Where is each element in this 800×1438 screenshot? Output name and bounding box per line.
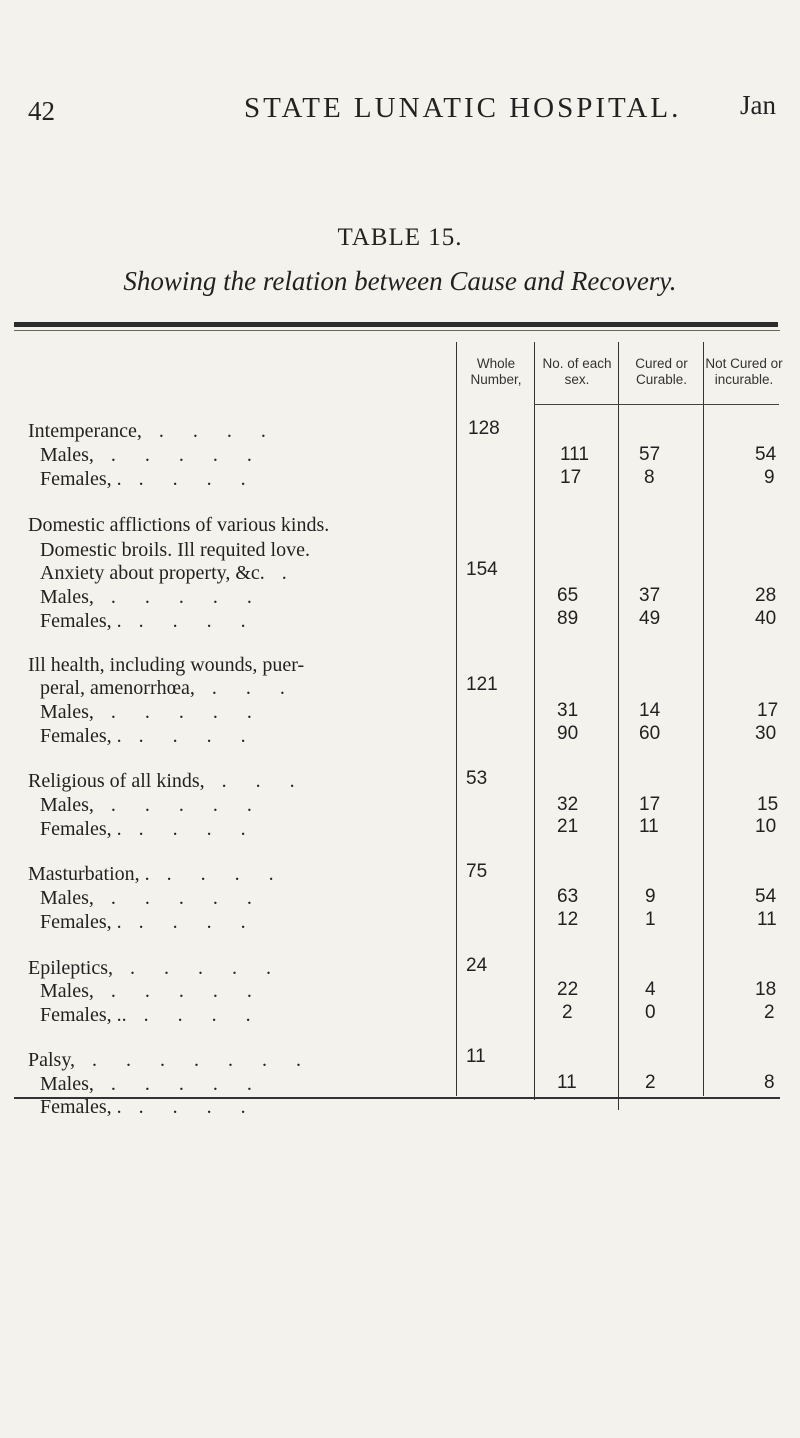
header-underline [703, 404, 779, 405]
column-divider [456, 342, 457, 1096]
males-label: Males, . . . . . [40, 794, 264, 816]
females-label: Females, . . . . . [40, 818, 258, 840]
males-not-cured: 15 [757, 794, 779, 815]
col-header-line: Number, [470, 372, 522, 387]
males-count: 65 [557, 585, 579, 606]
top-rule-thick [14, 322, 778, 327]
males-cured: 14 [639, 700, 661, 721]
females-cured: 49 [639, 608, 661, 629]
cause-label: Domestic afflictions of various kinds. [28, 514, 330, 536]
total-cell: 11 [466, 1046, 486, 1067]
females-not-cured: 40 [755, 608, 777, 629]
females-cured: 1 [645, 909, 656, 930]
cause-label: Ill health, including wounds, puer- [28, 654, 305, 676]
males-not-cured: 54 [755, 886, 777, 907]
total-cell: 24 [466, 955, 488, 976]
males-not-cured: 8 [764, 1072, 775, 1093]
column-divider [618, 342, 619, 1110]
females-count: 2 [562, 1002, 573, 1023]
col-header-line: No. of each [542, 356, 612, 371]
males-cured: 2 [645, 1072, 656, 1093]
males-count: 22 [557, 979, 579, 1000]
males-cured: 4 [645, 979, 656, 1000]
females-not-cured: 11 [757, 909, 777, 930]
males-count: 32 [557, 794, 579, 815]
cause-label: Epileptics, . . . . . [28, 957, 283, 979]
males-not-cured: 18 [755, 979, 777, 1000]
top-rule-thin [14, 330, 780, 331]
females-not-cured: 2 [764, 1002, 775, 1023]
cause-label-continued: Domestic broils. Ill requited love. [40, 539, 310, 561]
females-not-cured: 30 [755, 723, 777, 744]
males-count: 111 [560, 444, 589, 465]
header-underline [534, 404, 618, 405]
cause-label: Intemperance, . . . . [28, 420, 278, 442]
males-count: 63 [557, 886, 579, 907]
col-header-line: Cured or [635, 356, 688, 371]
males-label: Males, . . . . . [40, 586, 264, 608]
females-count: 90 [557, 723, 579, 744]
cause-label: Religious of all kinds, . . . [28, 770, 307, 792]
males-cured: 37 [639, 585, 661, 606]
column-divider [703, 342, 704, 1096]
females-count: 12 [557, 909, 579, 930]
col-header-line: Not Cured or [705, 356, 783, 371]
header-underline [618, 404, 703, 405]
col-header-line: Whole [476, 356, 516, 371]
males-not-cured: 28 [755, 585, 777, 606]
females-label: Females, . . . . . [40, 1096, 258, 1118]
males-label: Males, . . . . . [40, 701, 264, 723]
total-cell: 154 [466, 559, 498, 580]
col-header-line: Curable. [635, 372, 688, 387]
females-not-cured: 10 [755, 816, 777, 837]
males-count: 11 [557, 1072, 577, 1093]
males-not-cured: 17 [757, 700, 779, 721]
total-cell: 53 [466, 768, 488, 789]
females-count: 21 [557, 816, 579, 837]
total-cell: 75 [466, 861, 488, 882]
cause-label: Palsy, . . . . . . . [28, 1049, 314, 1071]
cause-label-continued: Anxiety about property, &c. . [40, 562, 299, 584]
table-title: TABLE 15. [337, 224, 463, 251]
col-header-whole-number [458, 356, 534, 388]
females-count: 89 [557, 608, 579, 629]
males-label: Males, . . . . . [40, 444, 264, 466]
males-label: Males, . . . . . [40, 980, 264, 1002]
col-header-each-sex [536, 356, 618, 388]
total-cell: 128 [468, 418, 500, 439]
females-label: Females, . . . . . [40, 911, 258, 933]
column-divider [534, 342, 535, 1100]
col-header-line: incurable. [714, 372, 774, 387]
total-cell: 121 [466, 674, 498, 695]
cause-label: Masturbation, . . . . . [28, 863, 286, 885]
females-cured: 11 [639, 816, 659, 837]
males-label: Males, . . . . . [40, 887, 264, 909]
females-cured: 0 [645, 1002, 656, 1023]
females-count: 17 [560, 467, 582, 488]
males-label: Males, . . . . . [40, 1073, 264, 1095]
females-cured: 8 [644, 467, 655, 488]
table-subtitle: Showing the relation between Cause and Recovery. [123, 266, 677, 296]
col-header-cured [620, 356, 703, 388]
cause-label-continued: peral, amenorrhœa, . . . [40, 677, 297, 699]
running-title: STATE LUNATIC HOSPITAL. [244, 92, 682, 124]
females-cured: 60 [639, 723, 661, 744]
females-label: Females, .. . . . . [40, 1004, 263, 1026]
females-label: Females, . . . . . [40, 468, 258, 490]
page-number: 42 [28, 96, 55, 126]
females-label: Females, . . . . . [40, 610, 258, 632]
males-cured: 9 [645, 886, 656, 907]
females-not-cured: 9 [764, 467, 775, 488]
col-header-line: sex. [564, 372, 590, 387]
males-not-cured: 54 [755, 444, 777, 465]
males-cured: 57 [639, 444, 661, 465]
males-cured: 17 [639, 794, 661, 815]
col-header-not-cured [703, 356, 785, 388]
males-count: 31 [557, 700, 579, 721]
females-label: Females, . . . . . [40, 725, 258, 747]
month-abbrev: Jan [740, 90, 776, 120]
